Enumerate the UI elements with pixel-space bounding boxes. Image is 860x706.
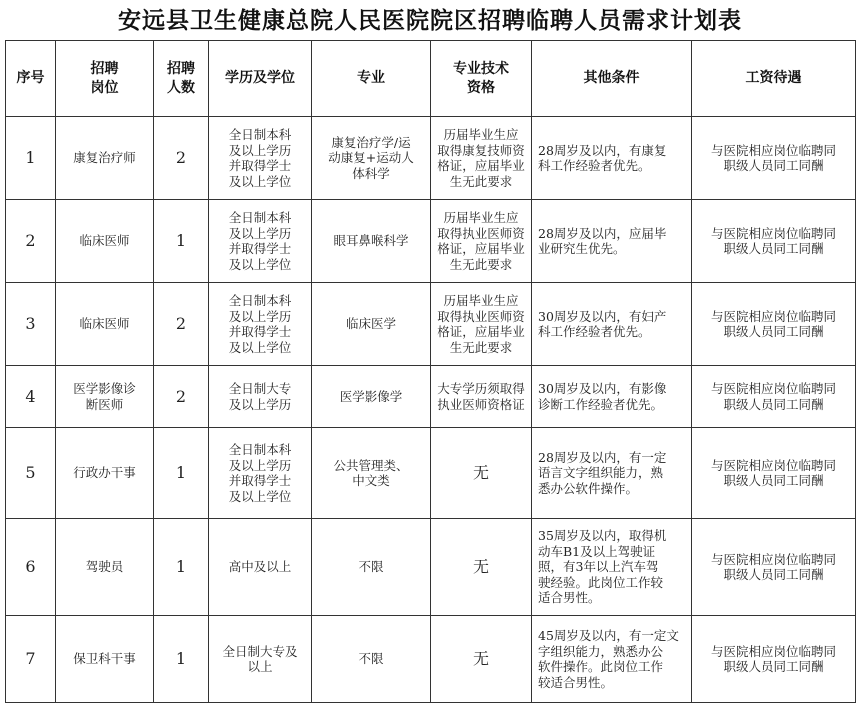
table-row	[6, 117, 856, 200]
cell-salary: 与医院相应岗位临聘同 职级人员同工同酬	[692, 366, 856, 428]
cell-post: 医学影像诊 断医师	[56, 366, 154, 428]
cell-post: 临床医师	[56, 283, 154, 366]
cell-other-conditions: 30周岁及以内，有影像 诊断工作经验者优先。	[532, 366, 692, 428]
header-no: 序号	[6, 41, 56, 117]
cell-other-conditions: 30周岁及以内，有妇产 科工作经验者优先。	[532, 283, 692, 366]
recruitment-table	[5, 40, 856, 703]
header-post: 招聘 岗位	[56, 41, 154, 117]
cell-post: 保卫科干事	[56, 616, 154, 703]
cell-other-conditions: 35周岁及以内，取得机 动车B1及以上驾驶证 照，有3年以上汽车驾 驶经验。此岗位工作较 适合男性。	[532, 519, 692, 616]
cell-major: 不限	[312, 519, 431, 616]
cell-salary: 与医院相应岗位临聘同 职级人员同工同酬	[692, 519, 856, 616]
cell-count: 1	[154, 616, 209, 703]
cell-count: 2	[154, 366, 209, 428]
header-salary: 工资待遇	[692, 41, 856, 117]
cell-education: 全日制大专及 以上	[209, 616, 312, 703]
cell-count: 1	[154, 200, 209, 283]
cell-qualification: 无	[431, 519, 532, 616]
cell-education: 全日制本科 及以上学历 并取得学士 及以上学位	[209, 283, 312, 366]
table-header-row	[6, 41, 856, 117]
cell-no: 2	[6, 200, 56, 283]
cell-education: 高中及以上	[209, 519, 312, 616]
cell-other-conditions: 28周岁及以内，有康复 科工作经验者优先。	[532, 117, 692, 200]
cell-qualification: 历届毕业生应 取得执业医师资 格证，应届毕业 生无此要求	[431, 200, 532, 283]
cell-other-conditions: 28周岁及以内，有一定 语言文字组织能力，熟 悉办公软件操作。	[532, 428, 692, 519]
cell-no: 1	[6, 117, 56, 200]
cell-no: 7	[6, 616, 56, 703]
header-count: 招聘 人数	[154, 41, 209, 117]
cell-other-conditions: 45周岁及以内，有一定文 字组织能力，熟悉办公 软件操作。此岗位工作 较适合男性。	[532, 616, 692, 703]
cell-count: 2	[154, 283, 209, 366]
cell-count: 1	[154, 519, 209, 616]
cell-post: 康复治疗师	[56, 117, 154, 200]
cell-education: 全日制大专 及以上学历	[209, 366, 312, 428]
table-row	[6, 616, 856, 703]
cell-no: 3	[6, 283, 56, 366]
cell-major: 眼耳鼻喉科学	[312, 200, 431, 283]
cell-salary: 与医院相应岗位临聘同 职级人员同工同酬	[692, 616, 856, 703]
cell-salary: 与医院相应岗位临聘同 职级人员同工同酬	[692, 283, 856, 366]
cell-education: 全日制本科 及以上学历 并取得学士 及以上学位	[209, 200, 312, 283]
cell-salary: 与医院相应岗位临聘同 职级人员同工同酬	[692, 200, 856, 283]
table-row	[6, 200, 856, 283]
cell-other-conditions: 28周岁及以内，应届毕 业研究生优先。	[532, 200, 692, 283]
cell-qualification: 历届毕业生应 取得执业医师资 格证，应届毕业 生无此要求	[431, 283, 532, 366]
cell-education: 全日制本科 及以上学历 并取得学士 及以上学位	[209, 117, 312, 200]
header-education: 学历及学位	[209, 41, 312, 117]
cell-education: 全日制本科 及以上学历 并取得学士 及以上学位	[209, 428, 312, 519]
page-title: 安远县卫生健康总院人民医院院区招聘临聘人员需求计划表	[118, 8, 742, 34]
table-row	[6, 366, 856, 428]
cell-qualification: 大专学历须取得 执业医师资格证	[431, 366, 532, 428]
cell-post: 行政办干事	[56, 428, 154, 519]
cell-major: 不限	[312, 616, 431, 703]
cell-post: 驾驶员	[56, 519, 154, 616]
cell-qualification: 无	[431, 616, 532, 703]
table-row	[6, 428, 856, 519]
header-major: 专业	[312, 41, 431, 117]
cell-no: 4	[6, 366, 56, 428]
cell-major: 公共管理类、 中文类	[312, 428, 431, 519]
table-row	[6, 283, 856, 366]
table-row	[6, 519, 856, 616]
cell-no: 5	[6, 428, 56, 519]
table-body	[6, 117, 856, 703]
cell-count: 1	[154, 428, 209, 519]
cell-post: 临床医师	[56, 200, 154, 283]
cell-no: 6	[6, 519, 56, 616]
header-other-conditions: 其他条件	[532, 41, 692, 117]
cell-major: 临床医学	[312, 283, 431, 366]
cell-major: 康复治疗学/运 动康复+运动人 体科学	[312, 117, 431, 200]
cell-major: 医学影像学	[312, 366, 431, 428]
cell-salary: 与医院相应岗位临聘同 职级人员同工同酬	[692, 428, 856, 519]
cell-qualification: 无	[431, 428, 532, 519]
cell-qualification: 历届毕业生应 取得康复技师资 格证，应届毕业 生无此要求	[431, 117, 532, 200]
header-qualification: 专业技术 资格	[431, 41, 532, 117]
cell-count: 2	[154, 117, 209, 200]
cell-salary: 与医院相应岗位临聘同 职级人员同工同酬	[692, 117, 856, 200]
